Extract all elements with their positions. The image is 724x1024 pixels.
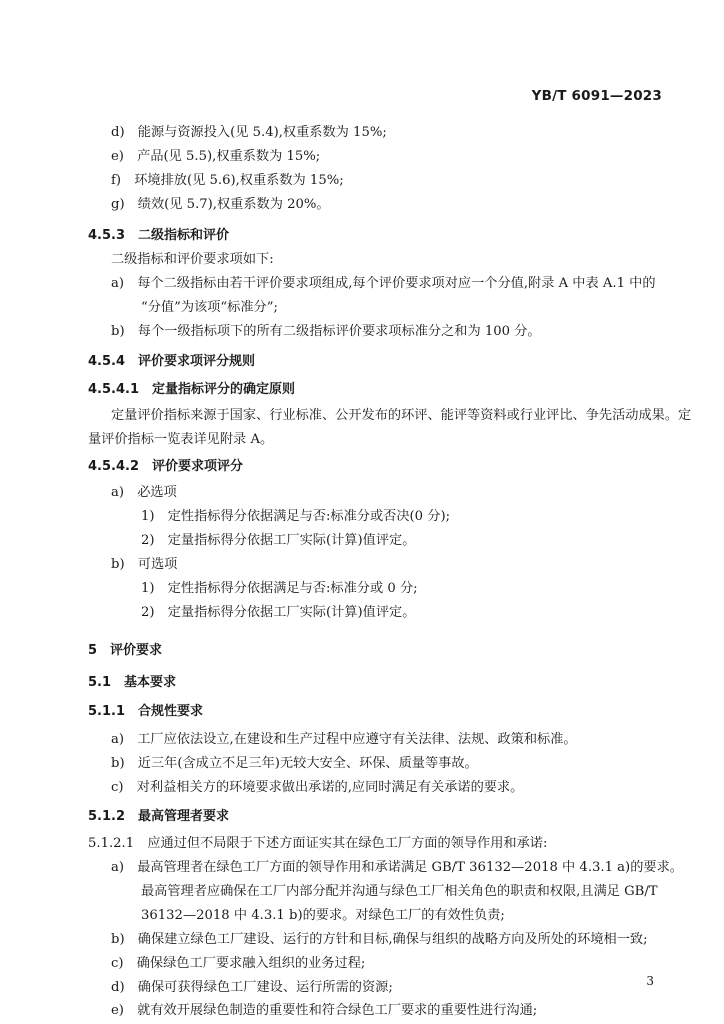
- paragraph-quant-source: 定量评价指标来源于国家、行业标准、公开发布的环评、能评等资料或行业评比、争先活动成果。定: [111, 408, 692, 423]
- section-heading-4-5-4-1: 4.5.4.1 定量指标评分的确定原则: [88, 382, 295, 397]
- list-item-g: g) 绩效(见 5.7),权重系数为 20%。: [111, 197, 330, 212]
- list-item-e: e) 产品(见 5.5),权重系数为 15%;: [111, 149, 321, 164]
- list-item-f: f) 环境排放(见 5.6),权重系数为 15%;: [111, 173, 344, 188]
- list-item-a: a) 工厂应依法设立,在建设和生产过程中应遵守有关法律、法规、政策和标准。: [111, 732, 577, 747]
- section-heading-4-5-3: 4.5.3 二级指标和评价: [88, 228, 230, 243]
- list-item-c: c) 确保绿色工厂要求融入组织的业务过程;: [111, 956, 366, 971]
- clause-5-1-2-1: 5.1.2.1 应通过但不局限于下述方面证实其在绿色工厂方面的领导作用和承诺:: [88, 836, 548, 851]
- list-item-e: e) 就有效开展绿色制造的重要性和符合绿色工厂要求的重要性进行沟通;: [111, 1003, 538, 1018]
- sub-item-1: 1) 定性指标得分依据满足与否:标准分或否决(0 分);: [141, 509, 451, 524]
- section-heading-4-5-4-2: 4.5.4.2 评价要求项评分: [88, 459, 243, 474]
- section-heading-5: 5 评价要求: [88, 643, 163, 658]
- list-item-d: d) 能源与资源投入(见 5.4),权重系数为 15%;: [111, 125, 387, 140]
- section-heading-5-1-2: 5.1.2 最高管理者要求: [88, 809, 230, 824]
- list-item-b: b) 每个一级指标项下的所有二级指标评价要求项标准分之和为 100 分。: [111, 324, 541, 339]
- standard-number: YB/T 6091—2023: [531, 88, 662, 104]
- list-item-a: a) 最高管理者在绿色工厂方面的领导作用和承诺满足 GB/T 36132—2018 中 4.3.1 a)的要求。: [111, 860, 683, 875]
- list-item-b: b) 确保建立绿色工厂建设、运行的方针和目标,确保与组织的战略方向及所处的环境相一致;: [111, 932, 648, 947]
- paragraph-quant-source-cont: 量评价指标一览表详见附录 A。: [88, 432, 274, 447]
- list-item-a: a) 每个二级指标由若干评价要求项组成,每个评价要求项对应一个分值,附录 A 中表 A.1 中的: [111, 276, 656, 291]
- paragraph-intro: 二级指标和评价要求项如下:: [111, 252, 274, 267]
- section-heading-5-1: 5.1 基本要求: [88, 675, 177, 690]
- page-number: 3: [646, 974, 654, 988]
- list-item-a-cont: “分值”为该项“标准分”;: [141, 300, 278, 315]
- section-heading-4-5-4: 4.5.4 评价要求项评分规则: [88, 354, 256, 369]
- list-item-a-cont: 36132—2018 中 4.3.1 b)的要求。对绿色工厂的有效性负责;: [141, 908, 505, 923]
- list-item-a-mandatory: a) 必选项: [111, 485, 177, 500]
- list-item-c: c) 对利益相关方的环境要求做出承诺的,应同时满足有关承诺的要求。: [111, 780, 524, 795]
- sub-item-1: 1) 定性指标得分依据满足与否:标准分或 0 分;: [141, 581, 418, 596]
- list-item-b-optional: b) 可选项: [111, 557, 178, 572]
- sub-item-2: 2) 定量指标得分依据工厂实际(计算)值评定。: [141, 533, 416, 548]
- section-heading-5-1-1: 5.1.1 合规性要求: [88, 704, 204, 719]
- list-item-d: d) 确保可获得绿色工厂建设、运行所需的资源;: [111, 980, 393, 995]
- list-item-a-cont: 最高管理者应确保在工厂内部分配并沟通与绿色工厂相关角色的职责和权限,且满足 GB/T: [141, 884, 658, 899]
- list-item-b: b) 近三年(含成立不足三年)无较大安全、环保、质量等事故。: [111, 756, 478, 771]
- sub-item-2: 2) 定量指标得分依据工厂实际(计算)值评定。: [141, 605, 416, 620]
